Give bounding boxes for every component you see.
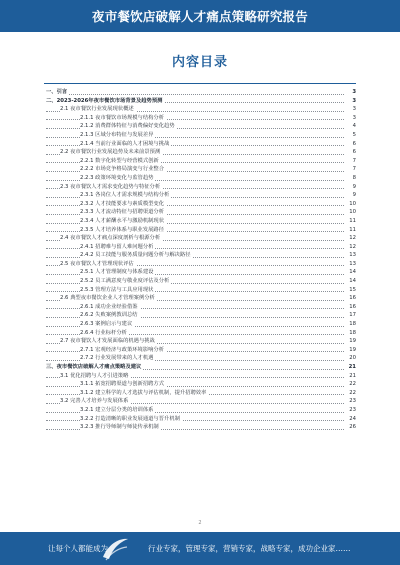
- toc-entry[interactable]: [44, 97, 356, 106]
- toc-heading: 内容目录: [171, 55, 228, 70]
- toc-dot-leader: [46, 94, 344, 95]
- toc-entry-page: 22: [344, 389, 356, 398]
- toc-entry[interactable]: [44, 329, 356, 338]
- toc-entry-title: 2.1.1 夜市餐饮市场规模与结构分析: [80, 114, 165, 121]
- toc-entry[interactable]: [44, 251, 356, 260]
- toc-entry-page: 23: [344, 406, 356, 415]
- toc-entry[interactable]: [44, 243, 356, 252]
- toc-entry-page: 12: [344, 243, 356, 252]
- toc-entry-page: 10: [344, 200, 356, 209]
- toc-entry-title: 2.5.1 人才管理制度与体系建设: [80, 269, 154, 276]
- toc-entry[interactable]: [44, 105, 356, 114]
- toc-entry-page: 18: [344, 329, 356, 338]
- toc-entry-title: 二、2023-2026年夜市餐饮市场背景及趋势预测: [46, 97, 163, 104]
- toc-entry[interactable]: [44, 122, 356, 131]
- toc-entry-title: 2.3.4 人才薪酬水平与激励机制现状: [80, 217, 165, 224]
- report-header-bar: [0, 0, 400, 32]
- toc-entry-page: 6: [344, 140, 356, 149]
- toc-entry-title: 2.6.2 失败案例教训总结: [80, 312, 138, 319]
- toc-entry-title: 3.2.2 打造清晰的职业发展通道与晋升机制: [80, 415, 180, 422]
- toc-entry-page: 6: [344, 148, 356, 157]
- toc-entry-title: 2.6 典型夜市餐饮企业人才管理案例分析: [60, 295, 155, 302]
- report-title: 夜市餐饮店破解人才痛点策略研究报告: [92, 9, 308, 24]
- toc-entry-title: 3.2.3 推行导师制与师徒传承机制: [80, 424, 159, 431]
- toc-entry-title: 2.3.3 人才流动特征与招聘渠道分析: [80, 209, 165, 216]
- table-of-contents: [44, 88, 356, 432]
- toc-entry[interactable]: [44, 260, 356, 269]
- toc-entry-page: 21: [344, 363, 356, 372]
- toc-entry-title: 2.7.2 行业发展带来的人才机遇: [80, 355, 154, 362]
- toc-entry[interactable]: [44, 268, 356, 277]
- toc-entry[interactable]: [44, 406, 356, 415]
- toc-entry-page: 3: [344, 97, 356, 106]
- toc-entry-title: 3.2.1 建立分层分类的培训体系: [80, 406, 154, 413]
- toc-entry[interactable]: [44, 320, 356, 329]
- toc-entry[interactable]: [44, 277, 356, 286]
- toc-entry-title: 2.3.2 人才技能要求与素质模型变化: [80, 200, 165, 207]
- toc-entry-page: 17: [344, 311, 356, 320]
- toc-entry-page: 11: [344, 226, 356, 235]
- toc-entry-title: 2.3.5 人才培养体系与职业发展路径: [80, 226, 165, 233]
- toc-entry-page: 14: [344, 277, 356, 286]
- toc-entry[interactable]: [44, 165, 356, 174]
- toc-entry-page: 5: [344, 131, 356, 140]
- toc-entry[interactable]: [44, 303, 356, 312]
- toc-entry-page: 12: [344, 234, 356, 243]
- toc-entry-title: 2.6.1 成功企业经验借鉴: [80, 303, 138, 310]
- toc-entry[interactable]: [44, 183, 356, 192]
- toc-entry-title: 2.4.2 员工技能与服务质量问题分析与解决路径: [80, 252, 191, 259]
- toc-entry[interactable]: [44, 415, 356, 424]
- toc-entry[interactable]: [44, 140, 356, 149]
- toc-entry-title: 3.1.1 拓宽招聘渠道与创新招聘方式: [80, 381, 165, 388]
- toc-entry-page: 9: [344, 191, 356, 200]
- toc-entry-page: 14: [344, 268, 356, 277]
- toc-entry-title: 2.4.1 招聘难与留人难问题分析: [80, 243, 154, 250]
- toc-entry[interactable]: [44, 174, 356, 183]
- toc-entry[interactable]: [44, 157, 356, 166]
- toc-entry-page: 26: [344, 423, 356, 432]
- toc-entry-page: 13: [344, 251, 356, 260]
- toc-entry-title: 3.1 优化招聘与人才引进策略: [60, 372, 129, 379]
- toc-entry-title: 2.5 夜市餐饮人才管理现状评估: [60, 260, 134, 267]
- toc-entry-page: 9: [344, 183, 356, 192]
- toc-entry-page: 11: [344, 217, 356, 226]
- toc-entry-page: 3: [344, 114, 356, 123]
- toc-entry[interactable]: [44, 423, 356, 432]
- toc-entry-title: 3.2 完善人才培养与发展体系: [60, 398, 129, 405]
- toc-entry-page: 19: [344, 337, 356, 346]
- toc-entry-page: 19: [344, 346, 356, 355]
- toc-entry[interactable]: [44, 191, 356, 200]
- toc-entry[interactable]: [44, 88, 356, 97]
- toc-entry[interactable]: [44, 311, 356, 320]
- toc-entry-title: 2.7 夜市餐饮人才发展面临的机遇与挑战: [60, 338, 155, 345]
- toc-entry-title: 2.4 夜市餐饮人才痛点深度剖析与根源分析: [60, 235, 161, 242]
- toc-divider: [44, 83, 356, 84]
- toc-entry[interactable]: [44, 217, 356, 226]
- toc-entry[interactable]: [44, 354, 356, 363]
- toc-entry-page: 24: [344, 415, 356, 424]
- toc-entry-title: 一、引言: [46, 89, 68, 95]
- toc-entry-page: 8: [344, 174, 356, 183]
- toc-entry-page: 15: [344, 286, 356, 295]
- toc-entry[interactable]: [44, 226, 356, 235]
- toc-entry-title: 2.2 夜市餐饮行业发展趋势及未来前景预测: [60, 149, 161, 156]
- toc-entry-title: 2.1 夜市餐饮行业发展现状概述: [60, 106, 134, 113]
- toc-entry-page: 16: [344, 303, 356, 312]
- toc-entry[interactable]: [44, 380, 356, 389]
- toc-entry-title: 2.3 夜市餐饮人才需求变化趋势与特征分析: [60, 183, 161, 190]
- toc-entry-page: 20: [344, 354, 356, 363]
- toc-entry[interactable]: [44, 148, 356, 157]
- toc-entry-title: 2.6.3 案例启示与建议: [80, 321, 133, 328]
- toc-entry[interactable]: [44, 208, 356, 217]
- toc-entry-title: 2.1.3 区域分布特征与发展差异: [80, 131, 154, 138]
- toc-entry-title: 2.2.1 数字化转型与经营模式创新: [80, 157, 159, 164]
- toc-entry-title: 2.6.4 行业标杆分析: [80, 329, 127, 336]
- toc-entry-page: 10: [344, 208, 356, 217]
- toc-entry[interactable]: [44, 114, 356, 123]
- toc-entry-title: 三、夜市餐饮店破解人才痛点策略及建议: [46, 364, 142, 370]
- toc-entry[interactable]: [44, 234, 356, 243]
- toc-entry-title: 2.7.1 宏观经济与政策环境影响分析: [80, 346, 165, 353]
- toc-entry[interactable]: [44, 363, 356, 372]
- swoosh-logo-icon: [100, 535, 130, 562]
- footer-tagline: 行业专家，管理专家，营销专家，战略专家，成功企业家……: [148, 544, 351, 553]
- toc-entry-page: 7: [344, 157, 356, 166]
- toc-entry-page: 7: [344, 165, 356, 174]
- toc-entry-page: 3: [344, 88, 356, 97]
- footer-banner: [0, 532, 400, 565]
- toc-entry[interactable]: [44, 389, 356, 398]
- toc-entry-title: 2.3.1 各岗位人才需求规模与结构分析: [80, 192, 170, 199]
- toc-entry-title: 2.2.3 政策环境变化与监管趋势: [80, 174, 154, 181]
- toc-entry[interactable]: [44, 337, 356, 346]
- toc-entry-page: 22: [344, 380, 356, 389]
- toc-entry-title: 3.1.2 建立科学的人才选拔与评估机制，提升招聘效率: [80, 389, 207, 396]
- toc-entry[interactable]: [44, 397, 356, 406]
- toc-entry-page: 21: [344, 372, 356, 381]
- toc-entry-page: 4: [344, 122, 356, 131]
- toc-entry-title: 2.2.2 市场竞争格局演变与行业整合: [80, 166, 165, 173]
- toc-entry-page: 23: [344, 397, 356, 406]
- toc-entry-page: 13: [344, 260, 356, 269]
- toc-entry[interactable]: [44, 346, 356, 355]
- toc-entry[interactable]: [44, 294, 356, 303]
- toc-entry-title: 2.5.3 管理方法与工具应用现状: [80, 286, 154, 293]
- toc-entry-page: 3: [344, 105, 356, 114]
- toc-entry[interactable]: [44, 131, 356, 140]
- toc-entry-page: 18: [344, 320, 356, 329]
- toc-entry-title: 2.5.2 员工满意度与敬业度评估及分析: [80, 278, 170, 285]
- footer-brand-text: 让每个人都能成为: [48, 544, 108, 553]
- toc-entry[interactable]: [44, 372, 356, 381]
- toc-entry[interactable]: [44, 286, 356, 295]
- toc-entry[interactable]: [44, 200, 356, 209]
- page-number: 2: [198, 520, 202, 526]
- toc-entry-title: 2.1.4 当前行业面临的人才困境与挑战: [80, 140, 170, 147]
- toc-entry-page: 16: [344, 294, 356, 303]
- toc-entry-title: 2.1.2 消费群体特征与消费偏好变化趋势: [80, 123, 175, 130]
